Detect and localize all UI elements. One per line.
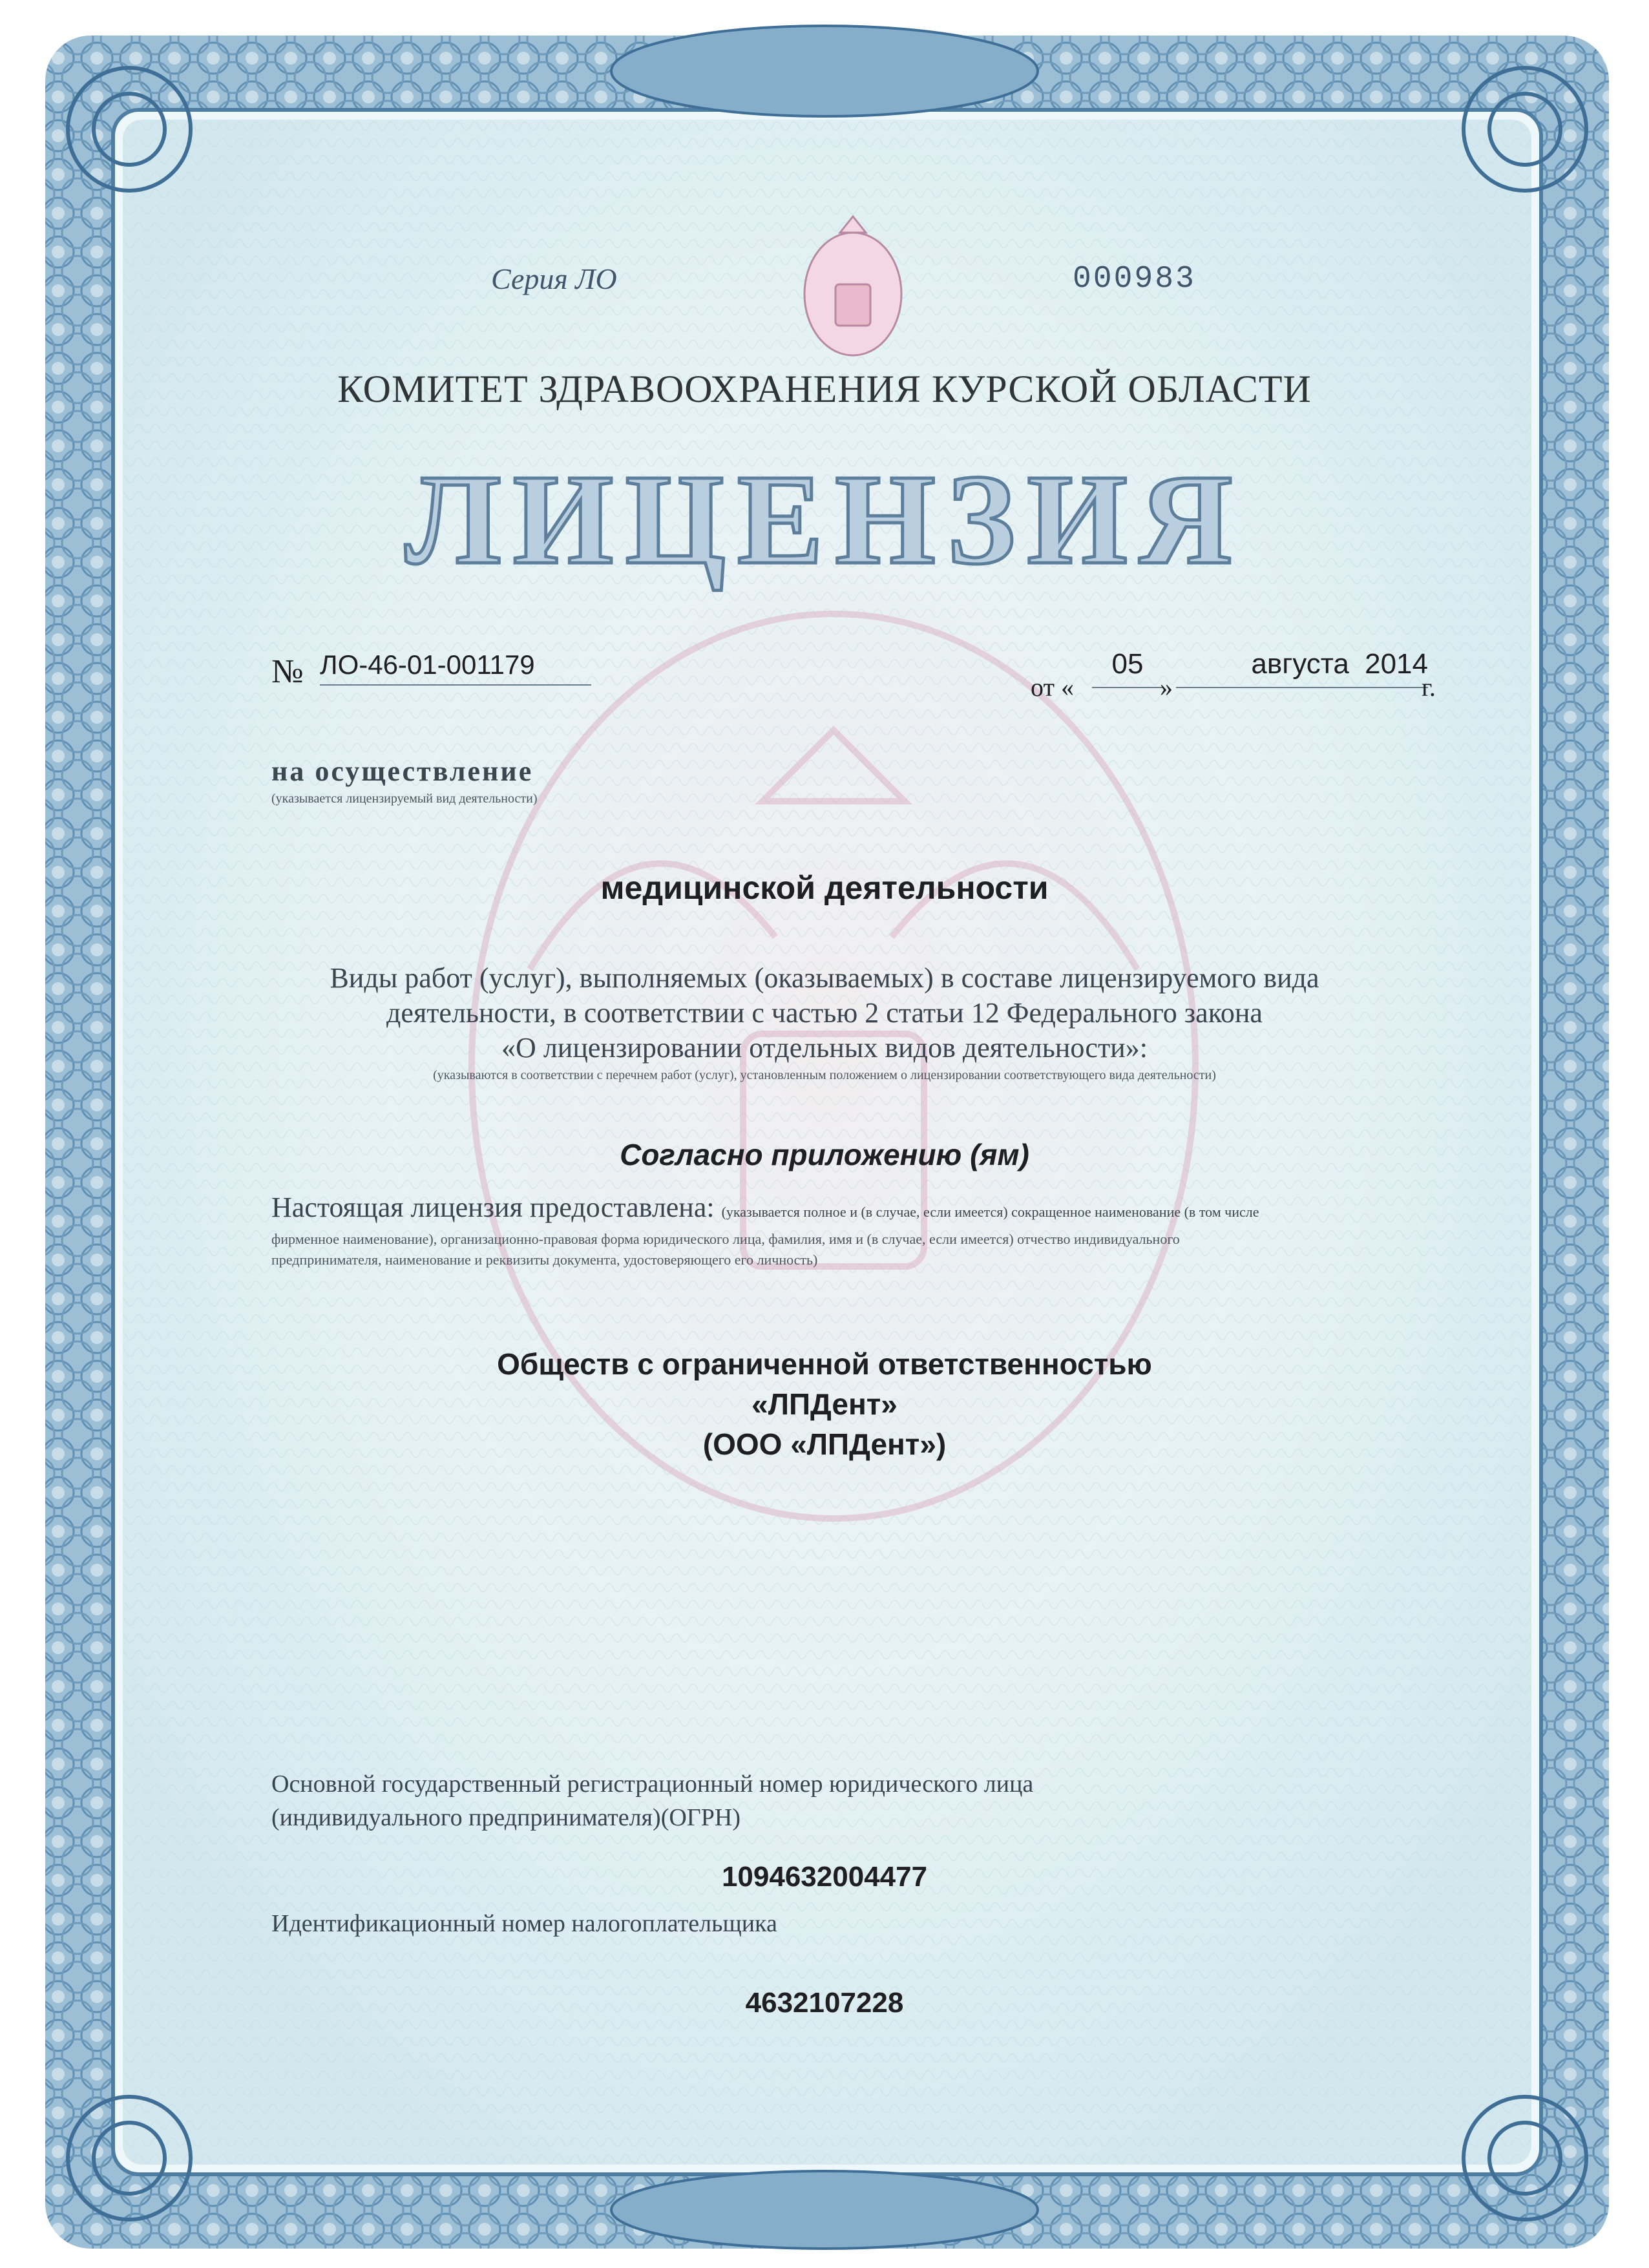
ogrn-value: 1094632004477 <box>721 1861 928 1893</box>
activity-hint: (указывается лицензируемый вид деятельности) <box>271 792 538 806</box>
series-label: Серия ЛО <box>491 262 617 295</box>
works-line-1: Виды работ (услуг), выполняемых (оказываемых) в составе лицензируемого вида <box>330 962 1319 994</box>
ogrn-label-line-1: Основной государственный регистрационный номер юридического лица <box>271 1770 1034 1798</box>
holder-hint-3: предпринимателя, наименование и реквизиты документа, удостоверяющего его личность) <box>271 1252 818 1268</box>
works-line-3: «О лицензировании отдельных видов деятельности»: <box>501 1032 1148 1064</box>
number-sign: № <box>271 653 304 690</box>
inn-label: Идентификационный номер налогоплательщика <box>271 1910 777 1937</box>
date-open-quote: от « <box>1031 673 1074 702</box>
holder-name-line-3: (ООО «ЛПДент») <box>702 1427 947 1461</box>
holder-hint-1: (указывается полное и (в случае, если имеется) сокращенное наименование (в том числе <box>721 1204 1259 1220</box>
ogrn-label-line-2: (индивидуального предпринимателя)(ОГРН) <box>271 1804 740 1831</box>
holder-label: Настоящая лицензия предоставлена: <box>271 1192 715 1223</box>
license-number: ЛО-46-01-001179 <box>320 649 591 686</box>
works-value: Согласно приложению (ям) <box>620 1138 1029 1171</box>
works-line-2: деятельности, в соответствии с частью 2 статьи 12 Федерального закона <box>386 997 1263 1029</box>
holder-name-line-1: Обществ с ограниченной ответственностью <box>497 1347 1152 1381</box>
issuer-title: КОМИТЕТ ЗДРАВООХРАНЕНИЯ КУРСКОЙ ОБЛАСТИ <box>337 368 1312 410</box>
holder-name <box>0 1344 1649 1464</box>
serial-number: 000983 <box>1073 262 1196 297</box>
date-close-quote: » <box>1160 673 1173 702</box>
holder-block <box>271 1192 1447 1223</box>
holder-name-line-2: «ЛПДент» <box>751 1387 898 1421</box>
document-title: ЛИЦЕНЗИЯ <box>404 448 1245 591</box>
activity-value: медицинской деятельности <box>600 870 1049 906</box>
license-month-year: августа 2014 <box>1176 648 1428 688</box>
date-year-suffix: г. <box>1422 673 1436 702</box>
works-description <box>0 961 1649 1066</box>
holder-hint-block <box>271 1229 1454 1270</box>
activity-label: на осуществление <box>271 755 534 787</box>
holder-hint-2: фирменное наименование), организационно-правовая форма юридического лица, фамилия, имя и (в случае, если имеется) отчество индивидуального <box>271 1231 1180 1247</box>
works-hint: (указываются в соответствии с перечнем работ (услуг), установленным положением о лицензировании соответствующего вида деятельности) <box>433 1068 1216 1082</box>
ogrn-label <box>271 1767 1033 1834</box>
license-day: 05 <box>1092 648 1163 688</box>
inn-value: 4632107228 <box>745 1987 904 2019</box>
